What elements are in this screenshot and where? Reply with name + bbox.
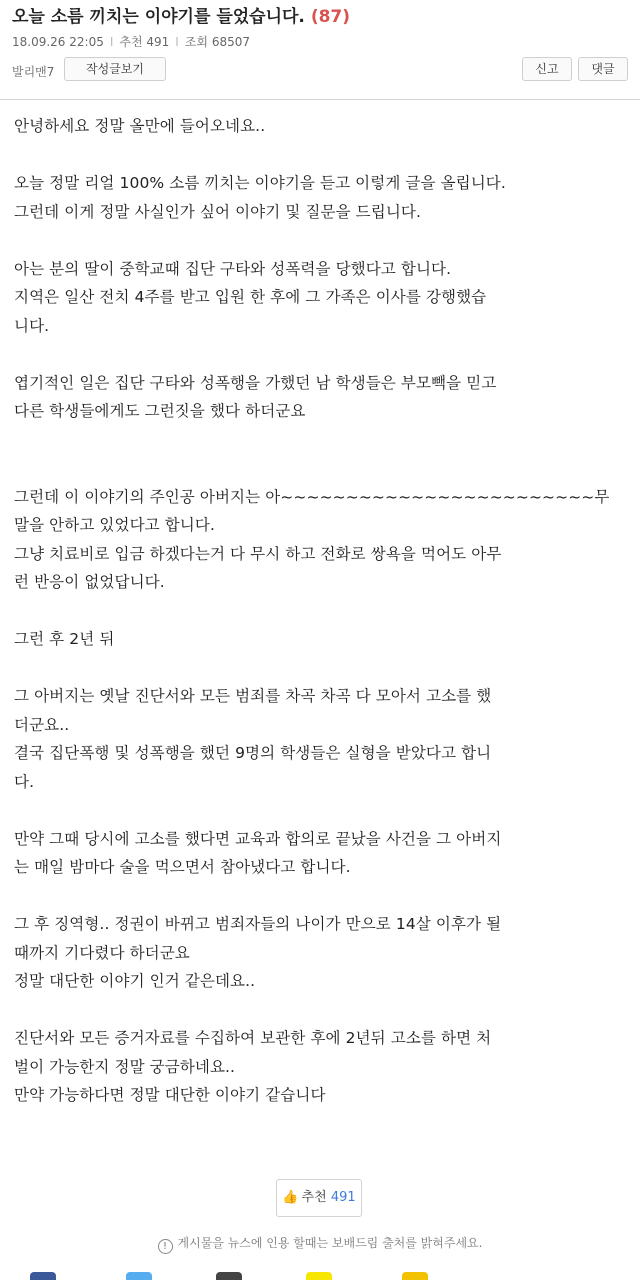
comment-count[interactable]: (87)	[310, 7, 351, 27]
body-line: 안녕하세요 정말 올만에 들어오네요..	[14, 117, 266, 135]
body-line	[14, 654, 626, 683]
like-button[interactable]	[276, 1179, 362, 1217]
body-line: 때까지 기다렸다 하더군요	[14, 943, 190, 962]
body-line	[14, 426, 626, 455]
body-line: 지역은 일산 전치 4주를 받고 입원 한 후에 그 가족은 이사를 강행했습	[14, 288, 487, 306]
post-date: 18.09.26 22:05	[12, 35, 104, 49]
citation-notice	[0, 1234, 640, 1254]
body-line: 만약 가능하다면 정말 대단한 이야기 같습니다	[14, 1086, 326, 1104]
body-line: 그런데 이 이야기의 주인공 아버지는 아~~~~~~~~~~~~~~~~~~~~~~~~무	[14, 487, 610, 506]
like-label: 추천	[301, 1190, 327, 1205]
body-line: 벌이 가능한지 정말 궁금하네요..	[14, 1057, 236, 1076]
meta-separator: I	[175, 35, 179, 49]
comment-button[interactable]: 댓글	[578, 57, 628, 81]
post-meta	[12, 34, 628, 50]
body-line: 결국 집단폭행 및 성폭행을 했던 9명의 학생들은 실형을 받았다고 합니	[14, 744, 492, 762]
kakaostory-icon[interactable]	[402, 1272, 428, 1280]
facebook-icon[interactable]	[30, 1272, 56, 1280]
view-count: 조회 68507	[184, 35, 251, 49]
body-line: 그냥 치료비로 입금 하겠다는거 다 무시 하고 전화로 쌍욕을 먹어도 아무	[14, 544, 502, 563]
share-icon[interactable]	[216, 1272, 242, 1280]
body-line: 그 아버지는 옛날 진단서와 모든 범죄를 차곡 차곡 다 모아서 고소를 했	[14, 687, 492, 705]
post-title	[12, 6, 628, 28]
share-bar	[0, 1272, 640, 1280]
author-row	[12, 57, 628, 87]
body-line: 오늘 정말 리얼 100% 소름 끼치는 이야기을 듣고 이렇게 글을 올립니다.	[14, 174, 506, 192]
report-button[interactable]: 신고	[522, 57, 572, 81]
thumbs-up-icon: 👍	[282, 1190, 299, 1205]
body-line: 더군요..	[14, 715, 70, 734]
author-name[interactable]: 발리맨7	[12, 65, 55, 79]
body-line: 그런데 이게 정말 사실인가 싶어 이야기 및 질문을 드립니다.	[14, 202, 421, 221]
body-line: 는 매일 밤마다 술을 먹으면서 참아냈다고 합니다.	[14, 858, 351, 876]
body-line: 런 반응이 없었답니다.	[14, 573, 165, 591]
twitter-icon[interactable]	[126, 1272, 152, 1280]
body-line: 진단서와 모든 증거자료를 수집하여 보관한 후에 2년뒤 고소를 하면 처	[14, 1029, 492, 1047]
body-line	[14, 882, 626, 911]
post-body	[0, 100, 640, 1110]
body-line: 말을 안하고 있었다고 합니다.	[14, 516, 215, 534]
meta-separator: I	[109, 35, 114, 49]
body-line: 그 후 징역형.. 정권이 바뀌고 범죄자들의 나이가 만으로 14살 이후가 될	[14, 915, 502, 933]
body-line	[14, 597, 626, 626]
post-title-text: 오늘 소름 끼치는 이야기를 들었습니다.	[12, 7, 305, 27]
view-writings-button[interactable]: 작성글보기	[64, 57, 166, 81]
body-line: 만약 그때 당시에 고소를 했다면 교육과 합의로 끝났을 사건을 그 아버지	[14, 829, 502, 848]
body-line	[14, 141, 626, 170]
like-count: 491	[330, 1190, 356, 1205]
body-line	[14, 226, 626, 255]
post-header	[0, 0, 640, 87]
body-line	[14, 340, 626, 369]
body-line	[14, 454, 626, 483]
recommend-count: 추천 491	[119, 35, 170, 49]
body-line	[14, 996, 626, 1025]
body-line	[14, 796, 626, 825]
kakaotalk-icon[interactable]	[306, 1272, 332, 1280]
info-icon: !	[158, 1239, 173, 1254]
body-line: 다.	[14, 772, 35, 791]
body-line: 아는 분의 딸이 중학교때 집단 구타와 성폭력을 당했다고 합니다.	[14, 259, 452, 278]
body-line: 그런 후 2년 뒤	[14, 630, 115, 648]
body-line: 니다.	[14, 316, 50, 335]
body-line: 다른 학생들에게도 그런짓을 했다 하더군요	[14, 402, 306, 420]
notice-text: 게시물을 뉴스에 인용 할때는 보배드림 출처를 밝혀주세요.	[177, 1236, 483, 1250]
body-line: 엽기적인 일은 집단 구타와 성폭행을 가했던 남 학생들은 부모빽을 믿고	[14, 373, 497, 392]
body-line: 정말 대단한 이야기 인거 같은데요..	[14, 972, 256, 990]
